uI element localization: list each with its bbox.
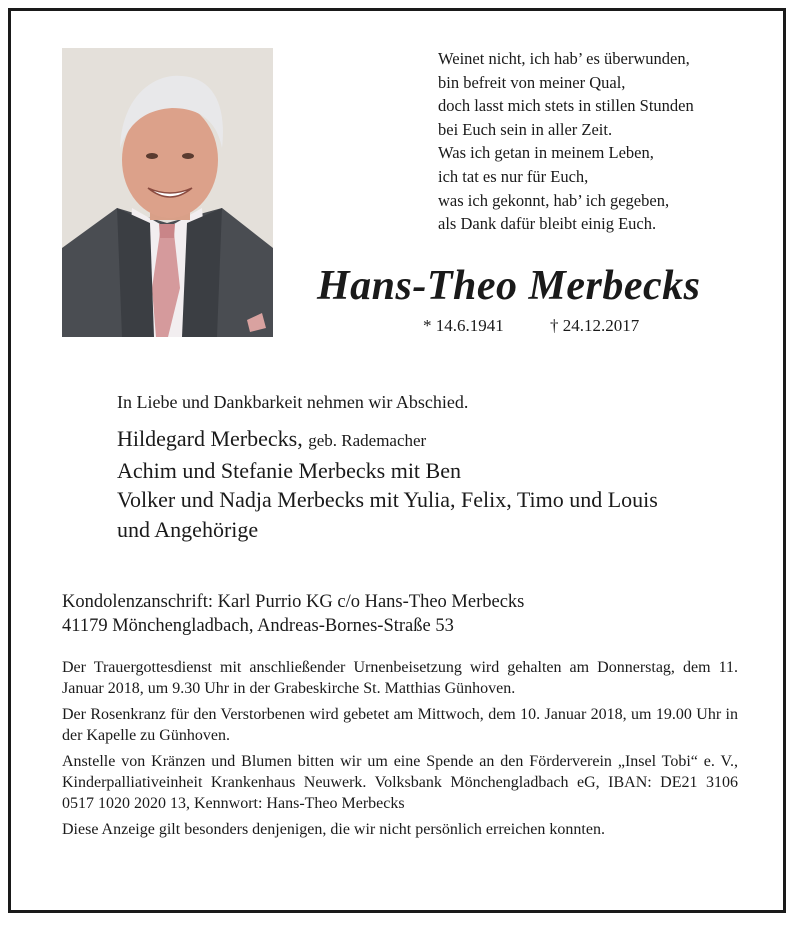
poem-line: bei Euch sein in aller Zeit. [438, 119, 613, 139]
address-line: Kondolenzanschrift: Karl Purrio KG c/o Hans-Theo Merbecks [62, 592, 525, 612]
farewell-intro: In Liebe und Dankbarkeit nehmen wir Abschied. [117, 392, 469, 412]
mourner-line: Volker und Nadja Merbecks mit Yulia, Felix, Timo und Louis [117, 487, 658, 512]
poem-line: doch lasst mich stets in stillen Stunden [438, 96, 694, 116]
portrait-icon [62, 48, 273, 337]
mourner-line: und Angehörige [117, 516, 259, 542]
poem [438, 47, 778, 236]
notice-details [62, 658, 738, 847]
maiden-name: geb. Rademacher [308, 431, 427, 450]
service-notice: Der Trauergottesdienst mit anschließender Urnenbeisetzung wird gehalten am Donnerstag, dem 11. Januar 2018, um 9.30 Uhr in der Grabeskirche St. Matthias Günhoven. [62, 659, 738, 697]
rosary-notice: Der Rosenkranz für den Verstorbenen wird gebetet am Mittwoch, dem 10. Januar 2018, um 19.00 Uhr in der Kapelle zu Günhoven. [62, 706, 738, 744]
address-line: 41179 Mönchengladbach, Andreas-Bornes-Straße 53 [62, 616, 454, 636]
deceased-name: Hans-Theo Merbecks [317, 263, 701, 309]
poem-line: Was ich getan in meinem Leben, [438, 143, 654, 163]
donation-notice: Anstelle von Kränzen und Blumen bitten wir um eine Spende an den Förderverein „Insel Tobi“ e. V., Kinderpalliativeinheit Krankenhaus Neuwerk. Volksbank Mönchengladbach eG, IBAN: DE21 3106 0517 1020 2020 13, Kennwort: Hans-Theo Merbecks [62, 753, 738, 812]
birth-date: * 14.6.1941 [423, 316, 504, 335]
poem-line: bin befreit von meiner Qual, [438, 72, 626, 92]
mourner-line [117, 424, 658, 456]
thanks-notice: Diese Anzeige gilt besonders denjenigen, die wir nicht persönlich erreichen konnten. [62, 821, 605, 839]
mourner-name: Hildegard Merbecks, [117, 426, 303, 451]
poem-line: als Dank dafür bleibt einig Euch. [438, 214, 657, 234]
poem-line: Weinet nicht, ich hab’ es überwunden, [438, 49, 690, 68]
mourners-list [117, 424, 658, 544]
condolence-address [62, 590, 524, 638]
death-date: † 24.12.2017 [550, 316, 640, 335]
poem-line: was ich gekonnt, hab’ ich gegeben, [438, 190, 670, 210]
mourner-line: Achim und Stefanie Merbecks mit Ben [117, 457, 461, 483]
portrait-photo [62, 48, 273, 337]
poem-line: ich tat es nur für Euch, [438, 166, 589, 186]
